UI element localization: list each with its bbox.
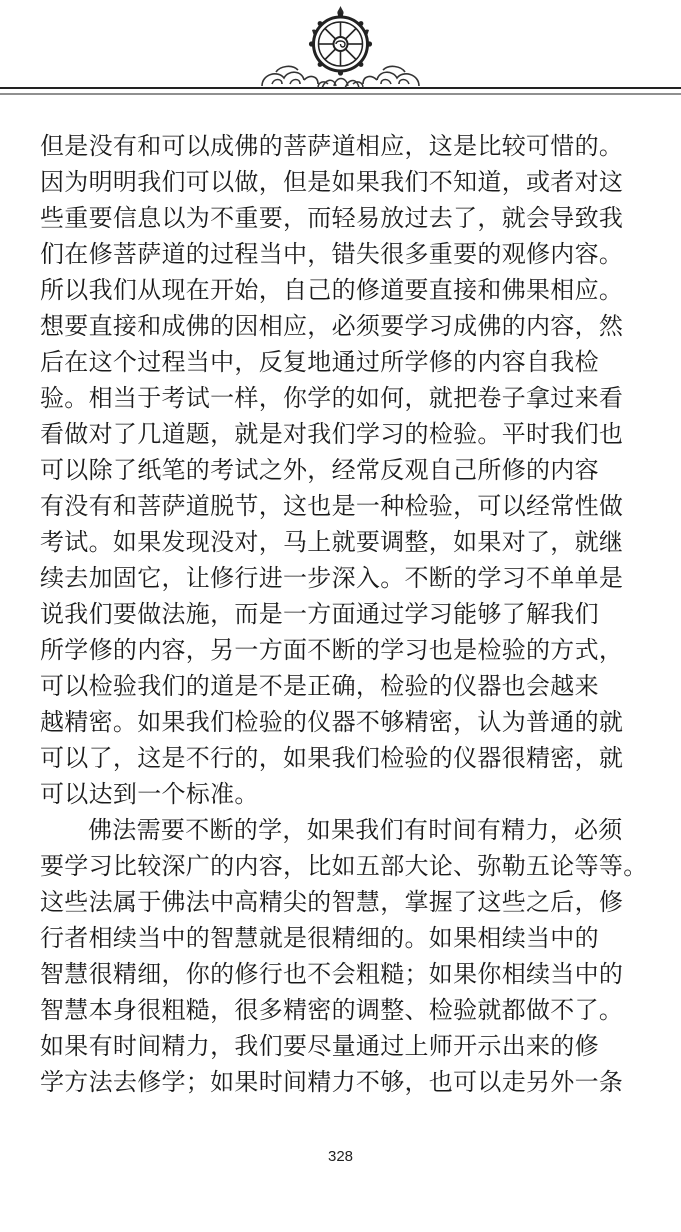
page-header — [0, 0, 681, 108]
text-line: 佛法需要不断的学，如果我们有时间有精力，必须 — [88, 816, 623, 844]
text-line: 些重要信息以为不重要，而轻易放过去了，就会导致我 — [40, 204, 624, 232]
paragraph-2 — [40, 812, 655, 1100]
text-line: 考试。如果发现没对，马上就要调整，如果对了，就继 — [40, 528, 624, 556]
text-line: 说我们要做法施，而是一方面通过学习能够了解我们 — [40, 600, 599, 628]
text-line: 但是没有和可以成佛的菩萨道相应，这是比较可惜的。 — [40, 132, 624, 160]
text-line: 学方法去修学；如果时间精力不够，也可以走另外一条 — [40, 1068, 624, 1096]
text-line: 所学修的内容，另一方面不断的学习也是检验的方式， — [40, 636, 624, 664]
paragraph-1 — [40, 128, 655, 812]
page-number: 328 — [327, 1148, 354, 1165]
text-line: 行者相续当中的智慧就是很精细的。如果相续当中的 — [40, 924, 599, 952]
text-line: 如果有时间精力，我们要尽量通过上师开示出来的修 — [40, 1032, 599, 1060]
body-text — [40, 128, 655, 1100]
text-line: 看做对了几道题，就是对我们学习的检验。平时我们也 — [40, 420, 624, 448]
text-line: 们在修菩萨道的过程当中，错失很多重要的观修内容。 — [40, 240, 624, 268]
text-line: 所以我们从现在开始，自己的修道要直接和佛果相应。 — [40, 276, 624, 304]
text-line: 可以达到一个标准。 — [40, 780, 259, 808]
text-line: 因为明明我们可以做，但是如果我们不知道，或者对这 — [40, 168, 624, 196]
text-line: 验。相当于考试一样，你学的如何，就把卷子拿过来看 — [40, 384, 624, 412]
text-line: 续去加固它，让修行进一步深入。不断的学习不单单是 — [40, 564, 624, 592]
text-line: 可以了，这是不行的，如果我们检验的仪器很精密，就 — [40, 744, 624, 772]
text-line: 智慧本身很粗糙，很多精密的调整、检验就都做不了。 — [40, 996, 624, 1024]
text-line: 智慧很精细，你的修行也不会粗糙；如果你相续当中的 — [40, 960, 624, 988]
text-line: 可以检验我们的道是不是正确，检验的仪器也会越来 — [40, 672, 599, 700]
dharma-wheel-ornament-icon — [0, 0, 681, 108]
text-line: 有没有和菩萨道脱节，这也是一种检验，可以经常性做 — [40, 492, 624, 520]
text-line: 想要直接和成佛的因相应，必须要学习成佛的内容，然 — [40, 312, 624, 340]
text-line: 要学习比较深广的内容，比如五部大论、弥勒五论等等。 — [40, 852, 648, 880]
text-line: 后在这个过程当中，反复地通过所学修的内容自我检 — [40, 348, 599, 376]
text-line: 可以除了纸笔的考试之外，经常反观自己所修的内容 — [40, 456, 599, 484]
text-line: 这些法属于佛法中高精尖的智慧，掌握了这些之后，修 — [40, 888, 624, 916]
text-line: 越精密。如果我们检验的仪器不够精密，认为普通的就 — [40, 708, 624, 736]
